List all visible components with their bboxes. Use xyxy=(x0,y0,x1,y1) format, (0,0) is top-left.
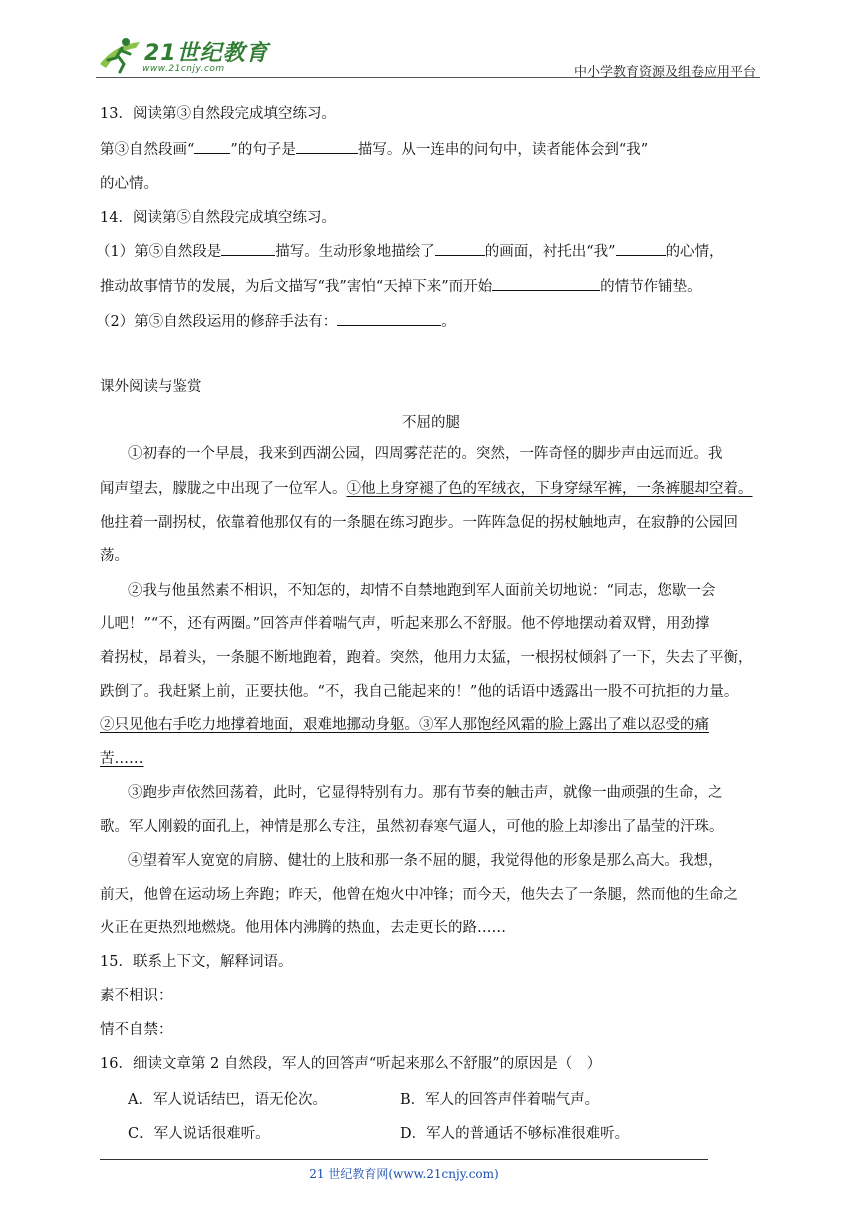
article-title: 不屈的腿 xyxy=(402,415,460,431)
logo xyxy=(96,34,269,78)
q16-option-a[interactable]: A．军人说话结巴，语无伦次。 xyxy=(128,1092,327,1108)
q15-word-2: 情不自禁： xyxy=(100,1022,173,1038)
q13-line2: 的心情。 xyxy=(100,176,158,192)
q14-text-f: 的情节作铺垫。 xyxy=(600,279,702,295)
q14-text-a: （1）第⑤自然段是 xyxy=(96,244,222,260)
article-p2-line4: 跌倒了。我赶紧上前，正要扶他。“不，我自己能起来的！”他的话语中透露出一股不可抗拒的力量。 xyxy=(100,684,739,700)
article-p2-line2: 儿吧！”“不，还有两圈。”回答声伴着喘气声，听起来那么不舒服。他不停地摆动着双臂，用劲撑 xyxy=(100,616,710,632)
header-divider xyxy=(96,77,760,78)
q14-blank-5[interactable] xyxy=(337,311,441,326)
underlined-sentence-3: ③军人那饱经风霜的脸上露出了难以忍受的痛 xyxy=(419,717,709,733)
q13-blank-1[interactable] xyxy=(194,139,230,154)
q16-option-c[interactable]: C．军人说话很难听。 xyxy=(128,1126,270,1142)
q16-option-b[interactable]: B．军人的回答声伴着喘气声。 xyxy=(400,1092,600,1108)
q14-part1-line1 xyxy=(96,241,724,262)
article-p1-line4: 荡。 xyxy=(100,548,129,564)
article-p1-line3: 他拄着一副拐杖，依靠着他那仅有的一条腿在练习跑步。一阵阵急促的拐杖触地声，在寂静的公园回 xyxy=(100,515,738,531)
q14-text-h: 。 xyxy=(441,314,456,330)
article-p3-line2: 歌。军人刚毅的面孔上，神情是那么专注，虽然初春寒气逼人，可他的脸上却渗出了晶莹的汗珠。 xyxy=(100,819,724,835)
q14-text-d: 的心情， xyxy=(665,244,724,260)
q13-blank-2[interactable] xyxy=(296,139,358,154)
q14-part1-line2 xyxy=(100,276,702,297)
q14-blank-2[interactable] xyxy=(435,241,485,256)
q13-text-a: 第③自然段画“ xyxy=(100,142,195,158)
q14-text-e: 推动故事情节的发展，为后文描写“我”害怕“天掉下来”而开始 xyxy=(100,279,493,295)
q14-blank-4[interactable] xyxy=(492,276,600,291)
q13-line1 xyxy=(100,139,648,160)
q14-text-g: （2）第⑤自然段运用的修辞手法有： xyxy=(96,314,338,330)
section-title: 课外阅读与鉴赏 xyxy=(100,379,202,395)
q13-text-b: ”的句子是 xyxy=(230,142,296,158)
article-p4-line2: 前天，他曾在运动场上奔跑；昨天，他曾在炮火中冲锋；而今天，他失去了一条腿，然而他的生命之 xyxy=(100,887,738,903)
q16-option-d[interactable]: D．军人的普通话不够标准很难听。 xyxy=(400,1126,630,1142)
q14-text-b: 描写。生动形象地描绘了 xyxy=(275,244,435,260)
underlined-sentence-3-end: 苦…… xyxy=(100,751,144,767)
underlined-sentence-1: ①他上身穿褪了色的军绒衣，下身穿绿军裤，一条裤腿却空着。 xyxy=(346,481,753,497)
q15-title: 15．联系上下文，解释词语。 xyxy=(100,954,293,970)
q14-title: 14．阅读第⑤自然段完成填空练习。 xyxy=(100,210,336,226)
article-p2-line6 xyxy=(100,749,144,769)
article-p4-line3: 火正在更热烈地燃烧。他用体内沸腾的热血，去走更长的路…… xyxy=(100,920,506,936)
article-p2-line3: 着拐杖，昂着头，一条腿不断地跑着，跑着。突然，他用力太猛，一根拐杖倾斜了一下，失去了平衡， xyxy=(100,650,753,666)
runner-logo-icon xyxy=(96,34,144,78)
p1-text: 闻声望去，朦胧之中出现了一位军人。 xyxy=(100,481,347,497)
q14-blank-3[interactable] xyxy=(616,241,666,256)
footer-divider xyxy=(100,1159,708,1160)
q16-title: 16．细读文章第 2 自然段，军人的回答声“听起来那么不舒服”的原因是（ ） xyxy=(100,1056,602,1072)
q14-part2 xyxy=(96,311,456,332)
q13-title: 13．阅读第③自然段完成填空练习。 xyxy=(100,106,336,122)
q15-word-1: 素不相识： xyxy=(100,988,173,1004)
article-p2-line5 xyxy=(100,715,709,735)
article-p3-line1: ③跑步声依然回荡着，此时，它显得特别有力。那有节奏的触击声，就像一曲顽强的生命，之 xyxy=(128,785,723,801)
q14-blank-1[interactable] xyxy=(221,241,275,256)
article-p4-line1: ④望着军人宽宽的肩膀、健壮的上肢和那一条不屈的腿，我觉得他的形象是那么高大。我想， xyxy=(128,853,723,869)
underlined-sentence-2: ②只见他右手吃力地撑着地面，艰难地挪动身躯。 xyxy=(100,717,419,733)
logo-sub-text: www.21cnjy.com xyxy=(142,64,225,74)
logo-main-text: 21世纪教育 xyxy=(144,41,269,66)
page-header xyxy=(96,30,760,78)
article-p1-line1: ①初春的一个早晨，我来到西湖公园，四周雾茫茫的。突然，一阵奇怪的脚步声由远而近。我 xyxy=(128,446,723,462)
article-p2-line1: ②我与他虽然素不相识，不知怎的，却情不自禁地跑到军人面前关切地说：“同志，您歇一会 xyxy=(128,583,716,599)
q13-text-c: 描写。从一连串的问句中，读者能体会到“我” xyxy=(357,142,649,158)
q14-text-c: 的画面，衬托出“我” xyxy=(484,244,616,260)
article-p1-line2 xyxy=(100,479,753,499)
footer-text: 21 世纪教育网(www.21cnjy.com) xyxy=(309,1167,499,1181)
platform-name: 中小学教育资源及组卷应用平台 xyxy=(573,65,756,80)
